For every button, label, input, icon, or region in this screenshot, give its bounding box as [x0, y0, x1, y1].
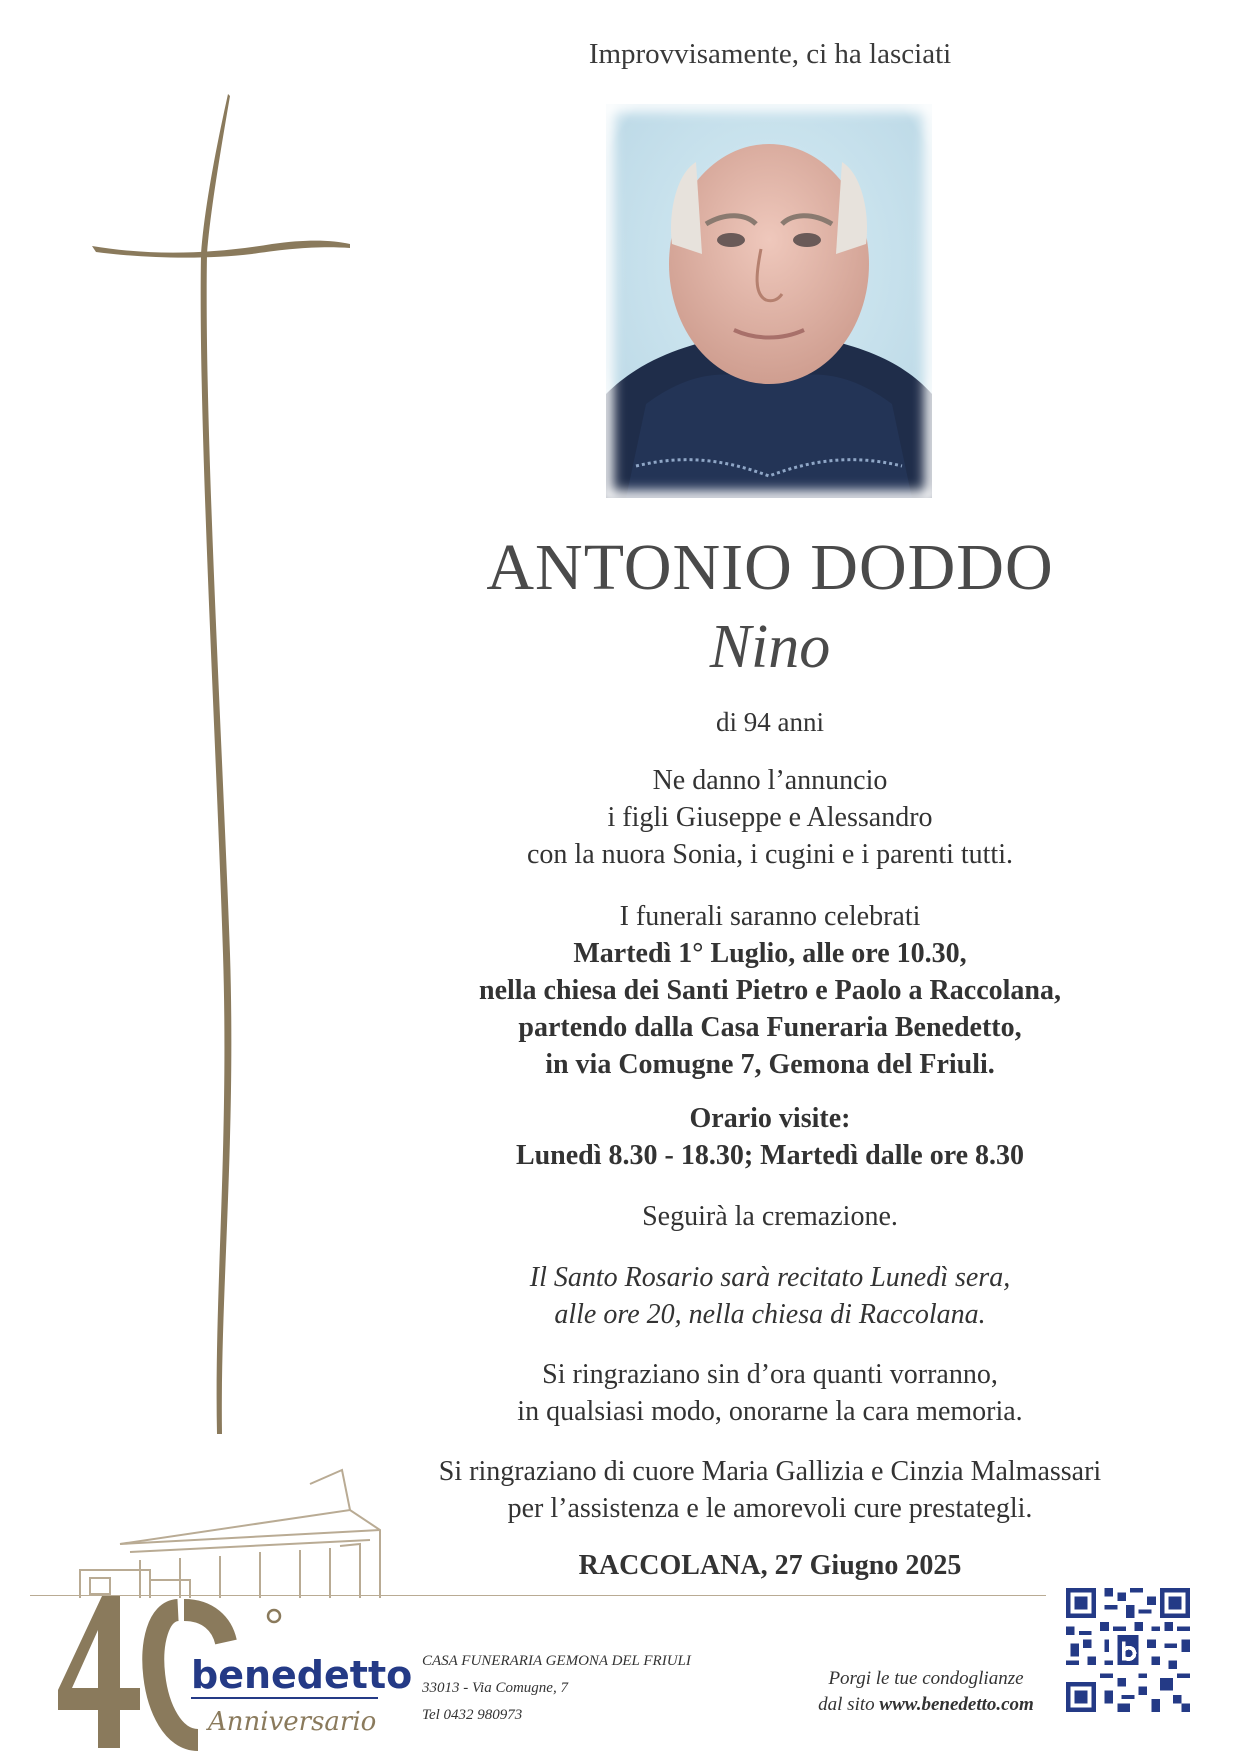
thanks-line: Si ringraziano sin d’ora quanti vorranno,: [542, 1359, 998, 1390]
thanks-note: [380, 1356, 1160, 1430]
cremation-note: Seguirà la cremazione.: [642, 1201, 898, 1232]
cross-icon: [92, 94, 352, 1434]
deceased-nickname: Nino: [709, 613, 831, 681]
company-name: CASA FUNERARIA GEMONA DEL FRIULI: [422, 1653, 691, 1669]
funeral-line: Martedì 1° Luglio, alle ore 10.30,: [573, 938, 967, 969]
funeral-line: partendo dalla Casa Funeraria Benedetto,: [518, 1012, 1022, 1043]
funeral-intro: I funerali saranno celebrati: [619, 901, 921, 932]
benedetto-40-anniversary-logo: [58, 1590, 413, 1750]
visit-hours: [380, 1100, 1160, 1174]
deceased-age: di 94 anni: [716, 707, 824, 737]
funeral-home-building-icon: [80, 1470, 400, 1600]
thanks-care-line: Si ringraziano di cuore Maria Gallizia e Cinzia Malmassari: [438, 1456, 1102, 1487]
announcement: [380, 762, 1160, 873]
portrait-photo: [606, 104, 932, 498]
intro-text: Improvvisamente, ci ha lasciati: [588, 38, 952, 70]
thanks-line: in qualsiasi modo, onorarne la cara memoria.: [517, 1396, 1023, 1427]
rosary-note: [380, 1259, 1160, 1333]
funeral-line: in via Comugne 7, Gemona del Friuli.: [545, 1049, 995, 1080]
condolence-note: [806, 1666, 1046, 1718]
funeral-info: [380, 898, 1160, 1083]
condolence-prefix: dal sito: [818, 1694, 875, 1715]
funeral-line: nella chiesa dei Santi Pietro e Paolo a Raccolana,: [479, 975, 1061, 1006]
qr-code-icon[interactable]: [1066, 1588, 1190, 1712]
announcement-line: con la nuora Sonia, i cugini e i parenti tutti.: [527, 839, 1013, 870]
visit-times: Lunedì 8.30 - 18.30; Martedì dalle ore 8.30: [515, 1140, 1025, 1171]
website-link[interactable]: www.benedetto.com: [879, 1694, 1034, 1715]
rosary-line: Il Santo Rosario sarà recitato Lunedì sera,: [529, 1262, 1011, 1293]
condolence-text: Porgi le tue condoglianze: [828, 1668, 1024, 1689]
announcement-line: i figli Giuseppe e Alessandro: [607, 802, 933, 833]
place-date: RACCOLANA, 27 Giugno 2025: [578, 1550, 962, 1581]
thanks-care-note: [380, 1453, 1160, 1527]
visit-title: Orario visite:: [689, 1103, 851, 1134]
logo-brand-text: benedetto: [191, 1653, 413, 1697]
announcement-line: Ne danno l’annuncio: [652, 765, 888, 796]
company-phone: Tel 0432 980973: [422, 1707, 523, 1723]
rosary-line: alle ore 20, nella chiesa di Raccolana.: [554, 1299, 986, 1330]
company-address: [422, 1648, 691, 1729]
logo-tagline-text: Anniversario: [208, 1707, 377, 1737]
deceased-name: ANTONIO DODDO: [486, 531, 1054, 604]
thanks-care-line: per l’assistenza e le amorevoli cure prestategli.: [507, 1493, 1033, 1524]
company-street: 33013 - Via Comugne, 7: [422, 1680, 568, 1696]
